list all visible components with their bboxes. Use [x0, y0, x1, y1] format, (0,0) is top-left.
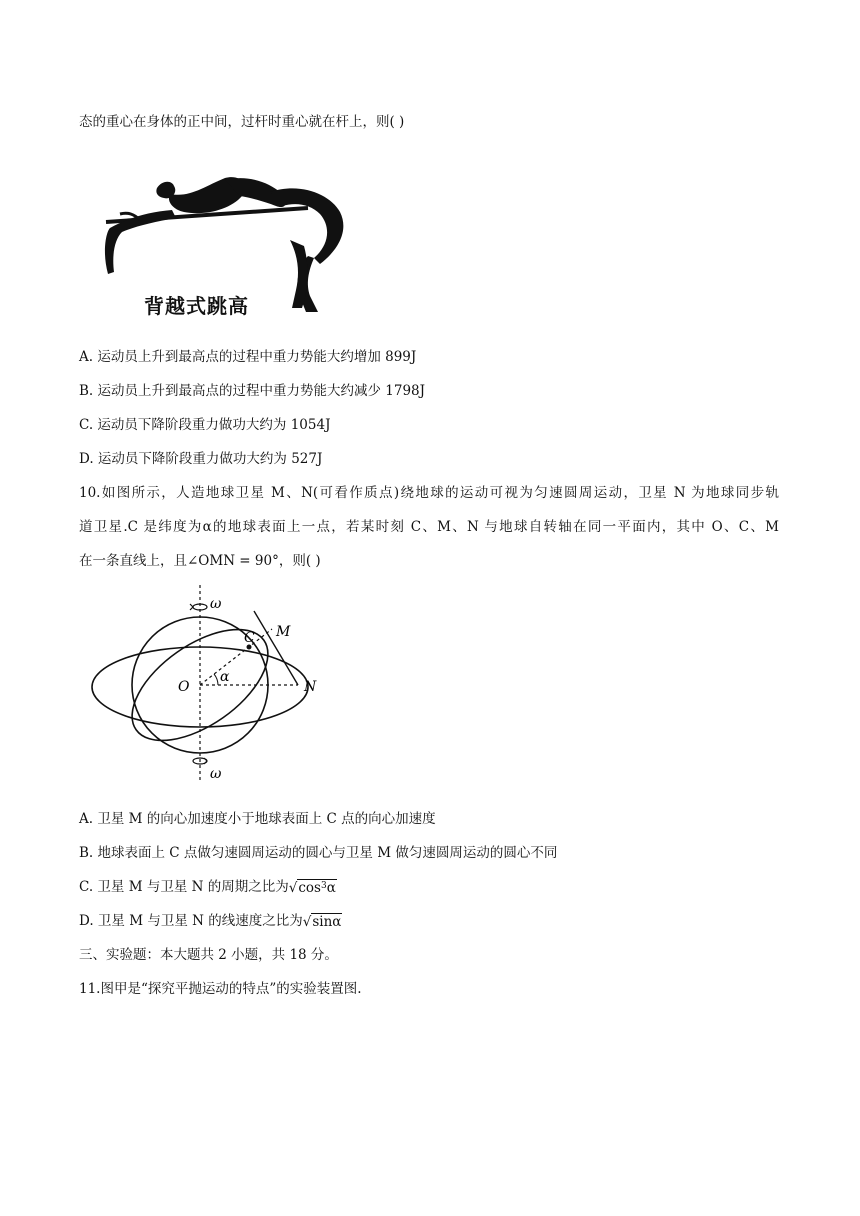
- figure-caption: 背越式跳高: [144, 294, 249, 318]
- sqrt-radicand: [297, 879, 336, 896]
- angle-alpha-label: α: [220, 669, 230, 685]
- q10-option-d: [79, 911, 342, 932]
- q9-option-a: A. 运动员上升到最高点的过程中重力势能大约增加 899J: [79, 349, 417, 365]
- omega-top-label: ω: [210, 596, 222, 612]
- sqrt-radicand: sinα: [312, 913, 342, 930]
- section-heading: 三、实验题：本大题共 2 小题，共 18 分。: [79, 947, 338, 963]
- omega-bottom-label: ω: [210, 766, 222, 782]
- orbit-figure: [86, 585, 326, 785]
- high-jump-figure: [100, 172, 360, 322]
- radicand-exponent: 3: [320, 880, 327, 891]
- q11-stem: 11.图甲是“探究平抛运动的特点”的实验装置图.: [79, 981, 362, 997]
- sqrt-cos3-expr: $√\cos^3\alpha$: [288, 879, 336, 896]
- q9-stem-tail: 态的重心在身体的正中间，过杆时重心就在杆上，则( ): [79, 114, 405, 130]
- q10-stem-line-2: 道卫星.C 是纬度为α的地球表面上一点，若某时刻 C、M、N 与地球自转轴在同一平面内，其中 O、C、M: [79, 519, 779, 535]
- q10-stem-line-3: 在一条直线上，且∠OMN = 90°，则( ): [79, 553, 321, 569]
- point-o-label: O: [178, 679, 190, 695]
- point-m-label: M: [276, 624, 291, 640]
- sqrt-sin-expr: √sinα: [302, 913, 342, 930]
- q10-stem-line-1: 10.如图所示，人造地球卫星 M、N(可看作质点)绕地球的运动可视为匀速圆周运动，卫星 N 为地球同步轨: [79, 485, 779, 501]
- orbit-diagram: [86, 585, 326, 785]
- q10-option-d-text: D. 卫星 M 与卫星 N 的线速度之比为: [79, 913, 303, 929]
- point-n-label: N: [304, 679, 317, 695]
- point-c-label: C: [244, 630, 255, 646]
- q10-stem: [79, 483, 779, 571]
- radicand-function: cos: [298, 879, 321, 896]
- q10-option-b: B. 地球表面上 C 点做匀速圆周运动的圆心与卫星 M 做匀速圆周运动的圆心不同: [79, 845, 558, 861]
- q9-option-c: C. 运动员下降阶段重力做功大约为 1054J: [79, 417, 331, 433]
- q10-option-c: [79, 877, 337, 898]
- q10-option-a: A. 卫星 M 的向心加速度小于地球表面上 C 点的向心加速度: [79, 811, 436, 827]
- radicand-variable: α: [326, 879, 336, 896]
- q9-option-d: D. 运动员下降阶段重力做功大约为 527J: [79, 451, 323, 467]
- q9-option-b: B. 运动员上升到最高点的过程中重力势能大约减少 1798J: [79, 383, 426, 399]
- q10-option-c-text: C. 卫星 M 与卫星 N 的周期之比为: [79, 879, 289, 895]
